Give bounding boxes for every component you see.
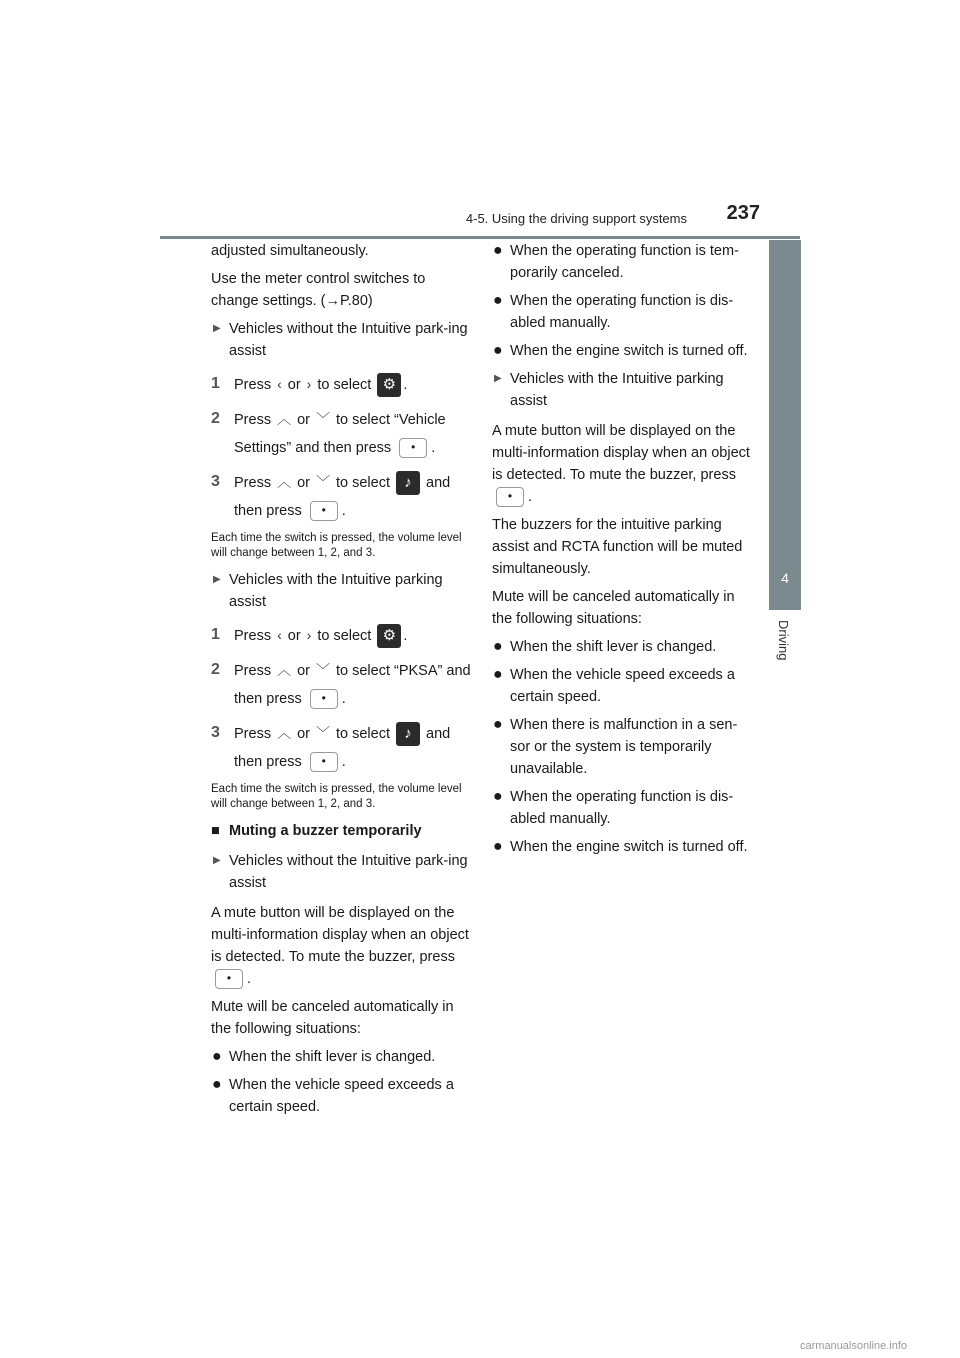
bullet-icon: ●	[493, 292, 503, 309]
chevron-up-icon: ︿	[277, 474, 292, 490]
vehicle-condition: ▶ Vehicles with the Intuitive parking assist	[492, 368, 752, 412]
enter-button-icon: •	[310, 689, 338, 709]
bullet-icon: ●	[493, 638, 503, 655]
page-header	[160, 200, 800, 239]
chevron-right-icon: ›	[306, 376, 312, 392]
list-item: ● When the vehicle speed exceeds a certain speed.	[212, 1076, 454, 1115]
chevron-down-icon: ﹀	[315, 474, 330, 490]
vehicle-condition: ▶ Vehicles with the Intuitive parking assist	[211, 569, 471, 613]
page-number: 237	[726, 202, 760, 224]
gear-icon: ⚙	[377, 373, 401, 397]
paragraph: A mute button will be displayed on the multi-information display when an object is detected. To mute the buzzer, press • .	[492, 420, 752, 508]
list-item: ● When the operating function is dis-abled manually.	[493, 788, 734, 827]
arrow-icon: ▶	[494, 373, 502, 384]
speaker-icon: ♪	[396, 722, 420, 746]
list-item: ● When the shift lever is changed.	[211, 1046, 471, 1068]
list-item: ● When the engine switch is turned off.	[492, 836, 752, 858]
sub-heading: ■ Muting a buzzer temporarily	[211, 820, 471, 842]
vehicle-condition: ▶ Vehicles without the Intuitive park-ing assist	[211, 850, 471, 894]
chapter-label: Driving	[776, 620, 791, 661]
chevron-down-icon: ﹀	[315, 411, 330, 427]
paragraph: The buzzers for the intuitive parking assist and RCTA function will be muted simultaneously.	[492, 517, 743, 577]
enter-button-icon: •	[310, 752, 338, 772]
watermark-text: carmanualsonline.info	[800, 1340, 908, 1352]
section-title: 4-5. Using the driving support systems	[465, 211, 687, 226]
enter-button-icon: •	[310, 501, 338, 521]
note: Each time the switch is pressed, the volume level will change between 1, 2, and 3.	[211, 532, 462, 559]
list-item: ● When there is malfunction in a sen-sor or the system is temporarily unavailable.	[493, 716, 738, 777]
step-item: 3 Press ︿ or ﹀ to select ♪ and then press • .	[211, 468, 471, 525]
step-item: 1 Press ‹ or › to select ⚙ .	[211, 621, 471, 650]
list-item: ● When the engine switch is turned off.	[492, 340, 752, 362]
list-item: ● When the operating function is tem-porarily canceled.	[493, 242, 739, 281]
step-item: 2 Press ︿ or ﹀ to select “PKSA” and then press • .	[211, 656, 471, 713]
chevron-left-icon: ‹	[277, 376, 282, 392]
bullet-icon: ●	[493, 242, 503, 259]
paragraph: Mute will be canceled automatically in the following situations:	[211, 999, 454, 1037]
chapter-number: 4	[781, 570, 789, 586]
paragraph: adjusted simultaneously.	[211, 243, 369, 259]
arrow-icon: ▶	[213, 574, 221, 585]
bullet-icon: ●	[493, 788, 503, 805]
arrow-icon: ▶	[213, 855, 221, 866]
enter-button-icon: •	[399, 438, 427, 458]
list-item: ● When the shift lever is changed.	[492, 636, 752, 658]
enter-button-icon: •	[496, 487, 524, 507]
square-icon: ■	[211, 823, 220, 839]
chevron-left-icon: ‹	[277, 627, 282, 643]
chevron-up-icon: ︿	[277, 725, 292, 741]
right-column	[492, 240, 752, 864]
list-item: ● When the vehicle speed exceeds a certain speed.	[493, 666, 735, 705]
bullet-icon: ●	[493, 838, 503, 855]
chevron-down-icon: ﹀	[315, 662, 330, 678]
gear-icon: ⚙	[377, 624, 401, 648]
chapter-tab	[769, 240, 801, 610]
bullet-icon: ●	[493, 716, 503, 733]
step-item: 2 Press ︿ or ﹀ to select “Vehicle Settings” and then press • .	[211, 405, 471, 462]
enter-button-icon: •	[215, 969, 243, 989]
bullet-icon: ●	[212, 1048, 222, 1065]
step-item: 3 Press ︿ or ﹀ to select ♪ and then press • .	[211, 719, 471, 776]
bullet-icon: ●	[493, 666, 503, 683]
speaker-icon: ♪	[396, 471, 420, 495]
arrow-icon: ▶	[213, 323, 221, 334]
vehicle-condition: ▶ Vehicles without the Intuitive park-ing assist	[211, 318, 471, 362]
list-item: ● When the operating function is dis-abled manually.	[493, 292, 734, 331]
chevron-up-icon: ︿	[277, 411, 292, 427]
chevron-down-icon: ﹀	[315, 725, 330, 741]
paragraph: Use the meter control switches to change settings. (→P.80)	[211, 271, 426, 309]
note: Each time the switch is pressed, the volume level will change between 1, 2, and 3.	[211, 783, 462, 810]
step-item: 1 Press ‹ or › to select ⚙ .	[211, 370, 471, 399]
paragraph: Mute will be canceled automatically in the following situations:	[492, 589, 735, 627]
chevron-up-icon: ︿	[277, 662, 292, 678]
left-column	[211, 240, 471, 1124]
paragraph: A mute button will be displayed on the multi-information display when an object is detected. To mute the buzzer, press • .	[211, 902, 471, 990]
chevron-right-icon: ›	[306, 627, 312, 643]
bullet-icon: ●	[212, 1076, 222, 1093]
bullet-icon: ●	[493, 342, 503, 359]
